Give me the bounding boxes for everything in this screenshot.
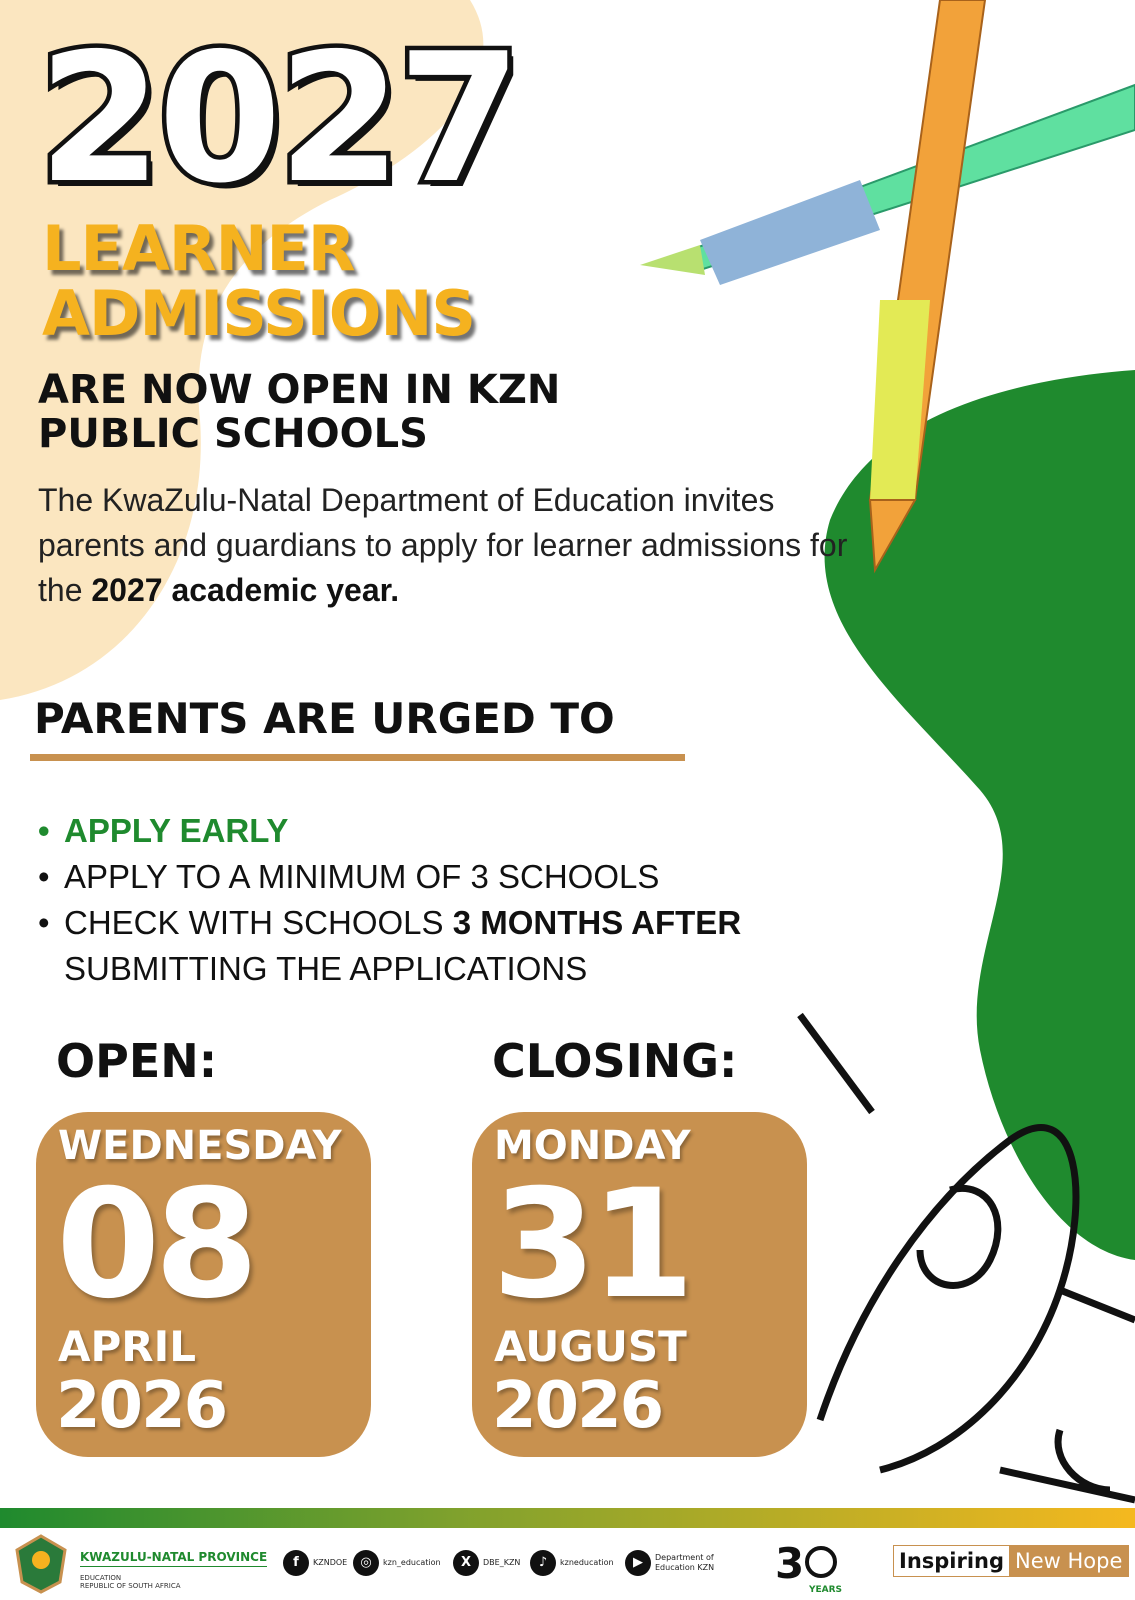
subheading-line: ARE NOW OPEN IN KZN (38, 367, 561, 413)
open-date: 08 (56, 1158, 253, 1332)
item-bold: 3 MONTHS AFTER (452, 904, 742, 941)
social-facebook[interactable] (283, 1550, 347, 1576)
facebook-icon: f (283, 1550, 309, 1576)
social-youtube[interactable] (625, 1550, 735, 1576)
admissions-heading: ADMISSIONS (42, 277, 476, 350)
item-text: CHECK WITH SCHOOLS (64, 904, 453, 941)
item-text: SUBMITTING THE APPLICATIONS (64, 950, 588, 987)
social-handle: KZNDOE (313, 1558, 348, 1567)
urged-heading: PARENTS ARE URGED TO (34, 694, 615, 743)
open-day: WEDNESDAY (58, 1123, 342, 1169)
gradient-band (0, 1508, 1135, 1528)
list-item: • APPLY EARLY (38, 808, 741, 854)
intro-paragraph (38, 478, 868, 613)
slogan-badge (893, 1545, 1129, 1577)
closing-day: MONDAY (494, 1123, 691, 1169)
subheading-line: PUBLIC SCHOOLS (38, 411, 428, 457)
30-years-logo (775, 1538, 845, 1594)
province-name: KWAZULU-NATAL PROVINCE (80, 1550, 267, 1567)
youtube-icon: ▶ (625, 1550, 651, 1576)
dept-text: EDUCATION (80, 1574, 122, 1582)
instagram-icon: ◎ (353, 1550, 379, 1576)
social-instagram[interactable] (353, 1550, 441, 1576)
open-month: APRIL (58, 1322, 197, 1371)
open-subheading (38, 368, 560, 456)
pen-green-illustration (640, 85, 1135, 285)
list-item (38, 900, 741, 992)
year-heading: 2027 (38, 15, 518, 222)
open-label: OPEN: (56, 1034, 218, 1088)
x-icon: X (453, 1550, 479, 1576)
slogan-new-hope: New Hope (1009, 1546, 1128, 1576)
social-x[interactable] (453, 1550, 520, 1576)
slogan-inspiring: Inspiring (899, 1549, 1005, 1573)
social-handle: kzneducation (560, 1558, 614, 1567)
intro-text: The KwaZulu-Natal Department of Education invites parents and guardians to apply for learner admissions for the (38, 482, 848, 608)
closing-date: 31 (492, 1158, 689, 1332)
urged-list (38, 808, 741, 992)
social-handle: Department of Education KZN (655, 1553, 715, 1572)
closing-month: AUGUST (494, 1322, 687, 1371)
closing-date-card (472, 1112, 807, 1457)
svg-text:YEARS: YEARS (809, 1585, 843, 1594)
department-name (80, 1574, 181, 1590)
social-tiktok[interactable] (530, 1550, 614, 1576)
svg-text:3: 3 (775, 1539, 805, 1588)
list-item: • APPLY TO A MINIMUM OF 3 SCHOOLS (38, 854, 741, 900)
divider (30, 754, 685, 761)
social-handle: DBE_KZN (483, 1558, 521, 1567)
social-handle: kzn_education (383, 1558, 441, 1567)
intro-bold: 2027 academic year. (91, 572, 400, 608)
country-text: REPUBLIC OF SOUTH AFRICA (80, 1582, 181, 1590)
open-year: 2026 (56, 1369, 227, 1443)
open-date-card (36, 1112, 371, 1457)
learner-heading: LEARNER (42, 212, 355, 285)
tiktok-icon: ♪ (530, 1550, 556, 1576)
closing-year: 2026 (492, 1369, 663, 1443)
coat-of-arms-logo (10, 1532, 72, 1596)
closing-label: CLOSING: (492, 1034, 738, 1088)
